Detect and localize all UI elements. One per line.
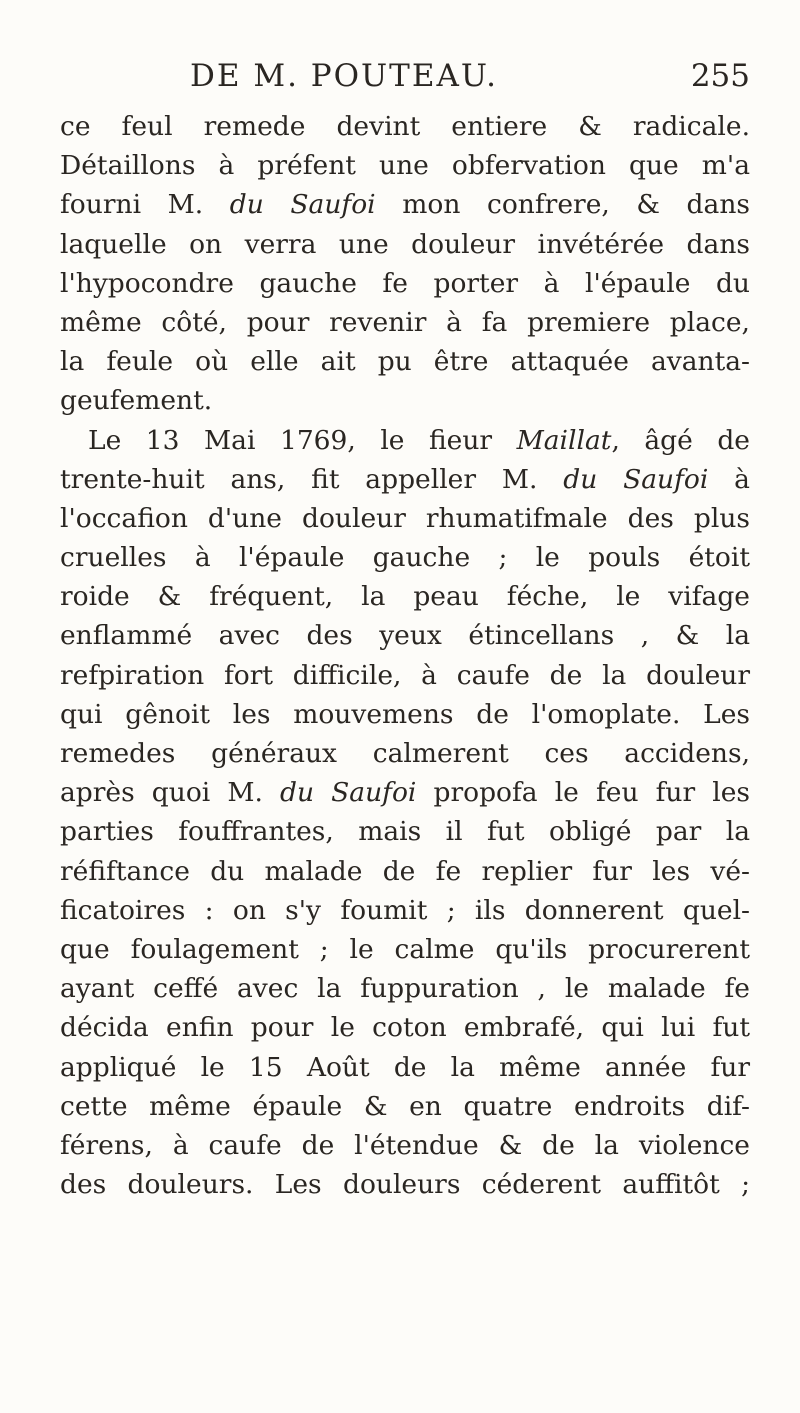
text-run: refpiration fort difficile, à caufe de la douleur [60,659,750,691]
text-line [60,1008,750,1047]
text-run: geufement. [60,385,213,417]
text-run: remedes généraux calmerent ces accidens, [60,738,750,769]
text-line [60,891,750,930]
text-run: laquelle on verra une douleur invétérée dans [60,228,750,260]
text-line [60,616,750,655]
text-line [60,930,750,969]
text-line [60,146,750,185]
text-run: réfiftance du malade de fe replier fur les vé- [60,855,750,887]
text-line [60,695,750,734]
text-run: Le 13 Mai 1769, le fieur [88,424,517,456]
text-line [60,969,750,1008]
text-line [60,656,750,695]
text-run: ayant ceffé avec la fuppuration , le malade fe [60,973,750,1005]
text-run: trente-huit ans, fit appeller M. [60,463,564,495]
text-run: la feule où elle ait pu être attaquée avanta- [60,346,750,378]
text-line [60,421,750,460]
text-line [60,303,750,342]
text-line [60,1048,750,1087]
text-run: enflammé avec des yeux étincellans , & la [60,620,750,652]
text-run: , âgé de [611,424,750,456]
text-run: parties fouffrantes, mais il fut obligé par la [60,816,750,848]
text-run: cruelles à l'épaule gauche ; le pouls étoit [60,542,750,574]
text-run: décida enfin pour le coton embrafé, qui lui fut [60,1012,750,1044]
text-run: l'occafion d'une douleur rhumatifmale des plus [60,502,750,534]
text-line [60,264,750,303]
text-line [60,499,750,538]
text-line [60,1126,750,1165]
text-run: férens, à caufe de l'étendue & de la violence [60,1129,750,1161]
text-line [60,342,750,381]
text-line [60,577,750,616]
text-line [60,1087,750,1126]
page-number: 255 [690,58,750,94]
text-line [60,773,750,812]
text-run: ce feul remede devint entiere & radicale. [60,111,750,142]
text-line [60,1165,750,1204]
text-line [60,852,750,891]
text-run: l'hypocondre gauche fe porter à l'épaule du [60,267,750,299]
text-line [60,460,750,499]
text-run: après quoi M. [60,777,281,809]
text-run: des douleurs. Les douleurs céderent auffitôt ; [60,1169,750,1201]
text-run: cette même épaule & en quatre endroits dif- [60,1090,750,1122]
italic-name: du Saufoi [229,189,376,221]
text-line [60,107,750,146]
italic-name: du Saufoi [280,777,417,809]
italic-name: du Saufoi [563,463,709,495]
text-run: même côté, pour revenir à fa premiere place, [60,306,750,338]
text-run: Détaillons à préfent une obfervation que m'a [60,150,750,182]
text-line [60,185,750,224]
body-text [60,107,750,1204]
text-run: propofa le feu fur les [416,777,750,809]
text-run: fourni M. [60,189,230,221]
text-run: ficatoires : on s'y foumit ; ils donnerent quel- [60,894,750,926]
text-run: que foulagement ; le calme qu'ils procurerent [60,933,750,965]
text-run: roide & fréquent, la peau féche, le vifage [60,581,750,613]
text-run: appliqué le 15 Août de la même année fur [60,1051,750,1083]
italic-name: Maillat [516,424,612,456]
text-line [60,225,750,264]
running-title: DE M. POUTEAU. [190,58,499,94]
running-header [190,58,750,98]
text-line [60,381,750,420]
text-line [60,538,750,577]
text-run: qui gênoit les mouvemens de l'omoplate. Les [60,698,750,730]
text-line [60,734,750,773]
text-line [60,812,750,851]
text-run: à [708,463,750,495]
text-run: mon confrere, & dans [375,189,750,221]
